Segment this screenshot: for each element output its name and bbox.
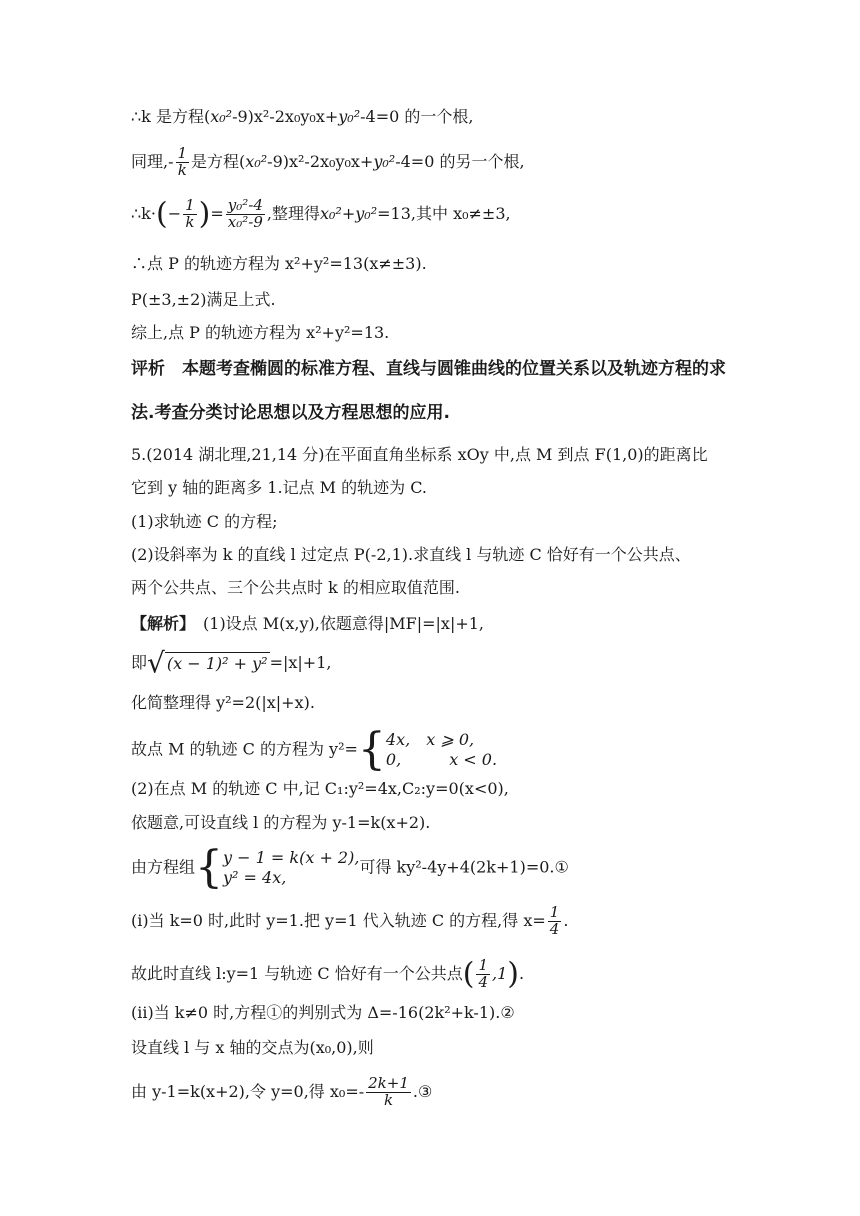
fraction-one-over-k <box>176 146 190 179</box>
denominator: 4 <box>549 919 560 938</box>
math-x0-squared: x₀² <box>210 107 233 126</box>
line-3: ∴k·(− $\frac{1}{k}$ )= $\frac{\text{y₀²-4}}{\text{x₀²-9}}$ ,整理得x₀²+y₀²=13,其中 x₀≠±3, <box>131 196 511 232</box>
solution-line-11: 设直线 l 与 x 轴的交点为(x₀,0),则 <box>131 1038 374 1057</box>
fraction-y-over-x <box>226 198 265 231</box>
math-y0-squared: y₀² <box>373 151 396 171</box>
brace: { <box>195 842 224 893</box>
text: . <box>563 910 569 930</box>
text: =|x|+1, <box>269 653 332 672</box>
text: -4=0 的另一个根, <box>395 151 525 171</box>
solution-line-10: (ii)当 k≠0 时,方程①的判别式为 Δ=-16(2k²+k-1).② <box>131 1003 515 1022</box>
paren-right: ) <box>198 196 211 232</box>
case-1: 4x, x ⩾ 0, <box>385 730 475 749</box>
solution-line-7 <box>131 842 740 893</box>
solution-line-9 <box>131 958 740 991</box>
text: -9)x²-2x₀y₀x+ <box>267 151 374 171</box>
paren-right: ) <box>507 956 519 992</box>
denominator: x₀²-9 <box>227 212 263 231</box>
fraction-one-quarter <box>476 958 490 991</box>
text: .③ <box>412 1081 433 1101</box>
point-y: ,1 <box>492 963 508 983</box>
equation-1: y − 1 = k(x + 2), <box>223 848 360 867</box>
problem-5-part-2-line-2: 两个公共点、三个公共点时 k 的相应取值范围. <box>131 578 460 597</box>
text: = <box>210 203 224 223</box>
line-6: 综上,点 P 的轨迹方程为 x²+y²=13. <box>131 323 390 342</box>
text: + <box>341 203 356 223</box>
text: 由 y-1=k(x+2),令 y=0,得 x₀=- <box>131 1081 365 1101</box>
solution-line-1 <box>131 613 740 635</box>
solution-line-12 <box>131 1076 740 1109</box>
paren-left: ( <box>155 196 168 232</box>
text: 故此时直线 l:y=1 与轨迹 C 恰好有一个公共点 <box>131 963 463 983</box>
paren-left: ( <box>462 956 475 992</box>
analysis-line-2: 法.考查分类讨论思想以及方程思想的应用. <box>131 403 450 423</box>
brace: { <box>357 724 386 775</box>
math-x0-squared: x₀² <box>319 203 342 223</box>
fraction-one-quarter <box>548 905 562 938</box>
equation-system <box>223 848 359 888</box>
problem-5-part-1: (1)求轨迹 C 的方程; <box>131 512 278 531</box>
numerator: 1 <box>478 956 488 974</box>
solution-line-8 <box>131 905 740 938</box>
solution-line-2 <box>131 646 740 680</box>
numerator: 1 <box>185 196 195 214</box>
text: 由方程组 <box>131 857 196 877</box>
text: (1)设点 M(x,y),依题意得|MF|=|x|+1, <box>187 614 485 633</box>
problem-5-line-1: 5.(2014 湖北理,21,14 分)在平面直角坐标系 xOy 中,点 M 到点 F(1,0)的距离比 <box>131 445 708 464</box>
equation-2: y² = 4x, <box>223 868 287 887</box>
text: ∴k 是方程( <box>131 107 211 126</box>
text: 可得 ky²-4y+4(2k+1)=0.① <box>359 857 569 877</box>
text: =13,其中 x₀≠±3, <box>377 203 511 223</box>
math-x0-squared: x₀² <box>245 151 268 171</box>
text: -4=0 的一个根, <box>360 107 474 126</box>
text: 故点 M 的轨迹 C 的方程为 y²= <box>131 739 358 759</box>
fraction-x0 <box>366 1076 411 1109</box>
line-2 <box>131 146 740 179</box>
text: 同理,- <box>131 151 174 171</box>
problem-5-line-2: 它到 y 轴的距离多 1.记点 M 的轨迹为 C. <box>131 478 427 497</box>
denominator: k <box>383 1090 394 1109</box>
solution-line-5: (2)在点 M 的轨迹 C 中,记 C₁:y²=4x,C₂:y=0(x<0), <box>131 779 509 798</box>
numerator: 1 <box>549 903 560 921</box>
solution-line-3: 化简整理得 y²=2(|x|+x). <box>131 693 315 712</box>
numerator: y₀²-4 <box>227 196 263 214</box>
piecewise-cases <box>386 730 497 770</box>
math-y0-squared: y₀² <box>355 203 378 223</box>
text: -9)x²-2x₀y₀x+ <box>232 107 339 126</box>
text: 是方程( <box>191 151 246 171</box>
sqrt-body: (x − 1)² + y² <box>166 654 268 673</box>
line-5: P(±3,±2)满足上式. <box>131 290 276 309</box>
solution-tag: 【解析】 <box>131 614 188 633</box>
text: (i)当 k=0 时,此时 y=1.把 y=1 代入轨迹 C 的方程,得 x= <box>131 910 546 930</box>
denominator: 4 <box>478 972 488 991</box>
problem-5-part-2-line-1: (2)设斜率为 k 的直线 l 过定点 P(-2,1).求直线 l 与轨迹 C 恰好有一个公共点、 <box>131 545 691 564</box>
fraction-neg-one-over-k <box>183 198 197 231</box>
solution-line-6: 依题意,可设直线 l 的方程为 y-1=k(x+2). <box>131 813 431 832</box>
numerator: 2k+1 <box>368 1074 409 1092</box>
analysis-line-1: 评析 本题考查椭圆的标准方程、直线与圆锥曲线的位置关系以及轨迹方程的求 <box>131 359 726 379</box>
case-2: 0, x < 0. <box>385 750 498 769</box>
text: 即 <box>131 653 148 672</box>
text: ,整理得 <box>266 203 320 223</box>
denominator: k <box>177 160 187 179</box>
math-y0-squared: y₀² <box>338 107 361 126</box>
line-4: ∴点 P 的轨迹方程为 x²+y²=13(x≠±3). <box>131 254 427 273</box>
text: . <box>518 963 525 983</box>
numerator: 1 <box>177 144 188 162</box>
sqrt-expression: √ (x − 1)² + y² <box>147 646 268 680</box>
text: ∴k· <box>131 203 156 223</box>
solution-line-4 <box>131 724 740 775</box>
denominator: k <box>185 212 195 231</box>
line-1 <box>131 106 740 128</box>
